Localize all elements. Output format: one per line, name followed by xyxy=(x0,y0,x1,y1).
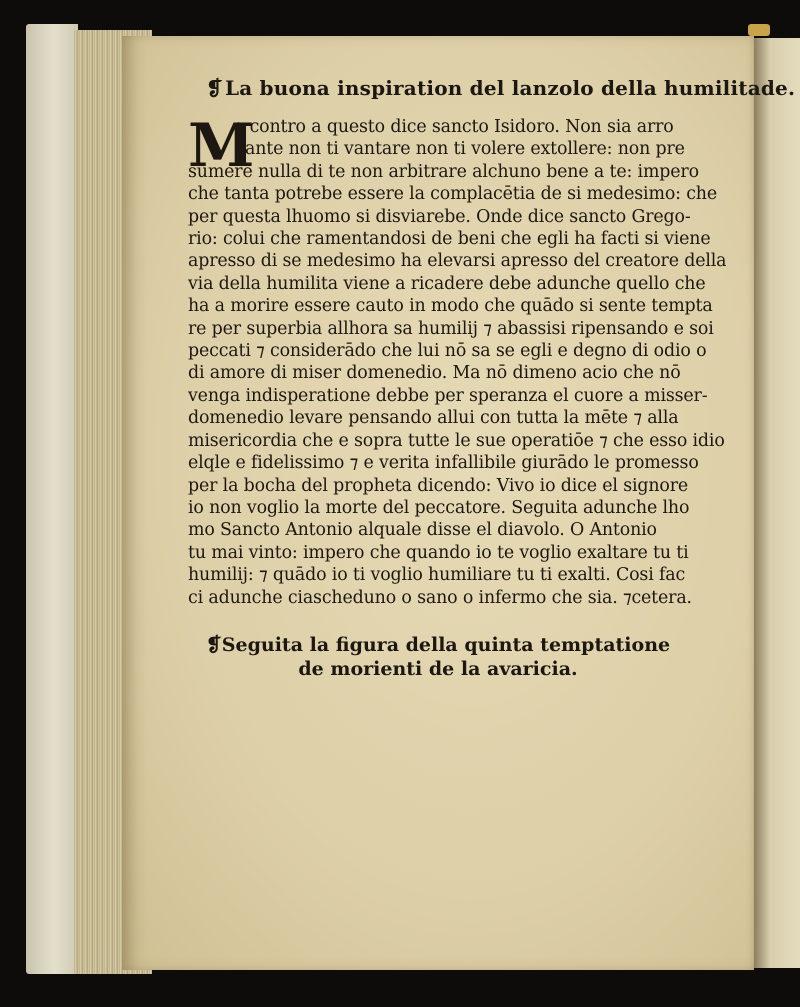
text-line: apresso di se medesimo ha elevarsi apresso del creatore della xyxy=(188,251,727,272)
text-line: mo Sancto Antonio alquale disse el diavolo. O Antonio xyxy=(188,520,657,541)
book-cover-edge xyxy=(26,24,78,974)
text-line: ha a morire essere cauto in modo che quādo si sente tempta xyxy=(188,296,713,317)
text-line: per la bocha del propheta dicendo: Vivo io dice el signore xyxy=(188,475,689,496)
subheading-line-1 xyxy=(188,633,688,657)
section-subheading xyxy=(188,633,688,681)
text-line: domenedio levare pensando allui con tutta la mēte ⁊ alla xyxy=(188,408,679,429)
text-line: di amore di miser domenedio. Ma nō dimeno acio che nō xyxy=(188,363,681,384)
drop-initial: M xyxy=(188,111,255,181)
text-line: venga indisperatione debbe per speranza el cuore a misser- xyxy=(188,385,708,406)
heading-text: La buona inspiration del lanzolo della humilitade. xyxy=(224,76,796,100)
text-line: via della humilita viene a ricadere debe adunche quello che xyxy=(188,273,706,294)
text-line: che tanta potrebe essere la complacētia de si medesimo: che xyxy=(188,184,718,205)
text-line: re per superbia allhora sa humilij ⁊ abassisi ripensando e soi xyxy=(188,318,714,339)
text-line: rio: colui che ramentandosi de beni che egli ha facti si viene xyxy=(188,229,711,250)
page-heading xyxy=(206,76,796,100)
text-line: ci adunche ciascheduno o sano o infermo che sia. ⁊cetera. xyxy=(188,587,692,608)
text-line: per questa lhuomo si disviarebe. Onde dice sancto Grego- xyxy=(188,206,691,227)
text-line: elqle e fidelissimo ⁊ e verita infallibile giurādo le promesso xyxy=(188,453,699,474)
bookmark-ribbon xyxy=(748,24,770,36)
pilcrow-mark: ❡ xyxy=(205,633,222,656)
text-line: gante non ti vantare non ti volere extollere: non pre xyxy=(234,139,685,160)
page-text xyxy=(188,76,796,681)
facing-page-edge xyxy=(754,38,800,968)
subheading-line-2: de morienti de la avaricia. xyxy=(298,657,578,680)
body-paragraph xyxy=(188,111,744,609)
text-line: misericordia che e sopra tutte le sue operatiōe ⁊ che esso idio xyxy=(188,430,725,451)
text-line: tu mai vinto: impero che quando io te voglio exaltare tu ti xyxy=(188,542,689,563)
text-line: peccati ⁊ considerādo che lui nō sa se egli e degno di odio o xyxy=(188,341,707,362)
text-line: io non voglio la morte del peccatore. Seguita adunche lho xyxy=(188,497,690,518)
text-line: a contro a questo dice sancto Isidoro. Non sia arro xyxy=(234,117,674,137)
text-line: humilij: ⁊ quādo io ti voglio humiliare tu ti exalti. Cosi fac xyxy=(188,565,686,586)
text-line: sumere nulla di te non arbitrare alchuno bene a te: impero xyxy=(188,161,699,182)
subheading-text-1: Seguita la figura della quinta temptatione xyxy=(221,633,671,656)
pilcrow-mark: ❡ xyxy=(206,76,223,100)
